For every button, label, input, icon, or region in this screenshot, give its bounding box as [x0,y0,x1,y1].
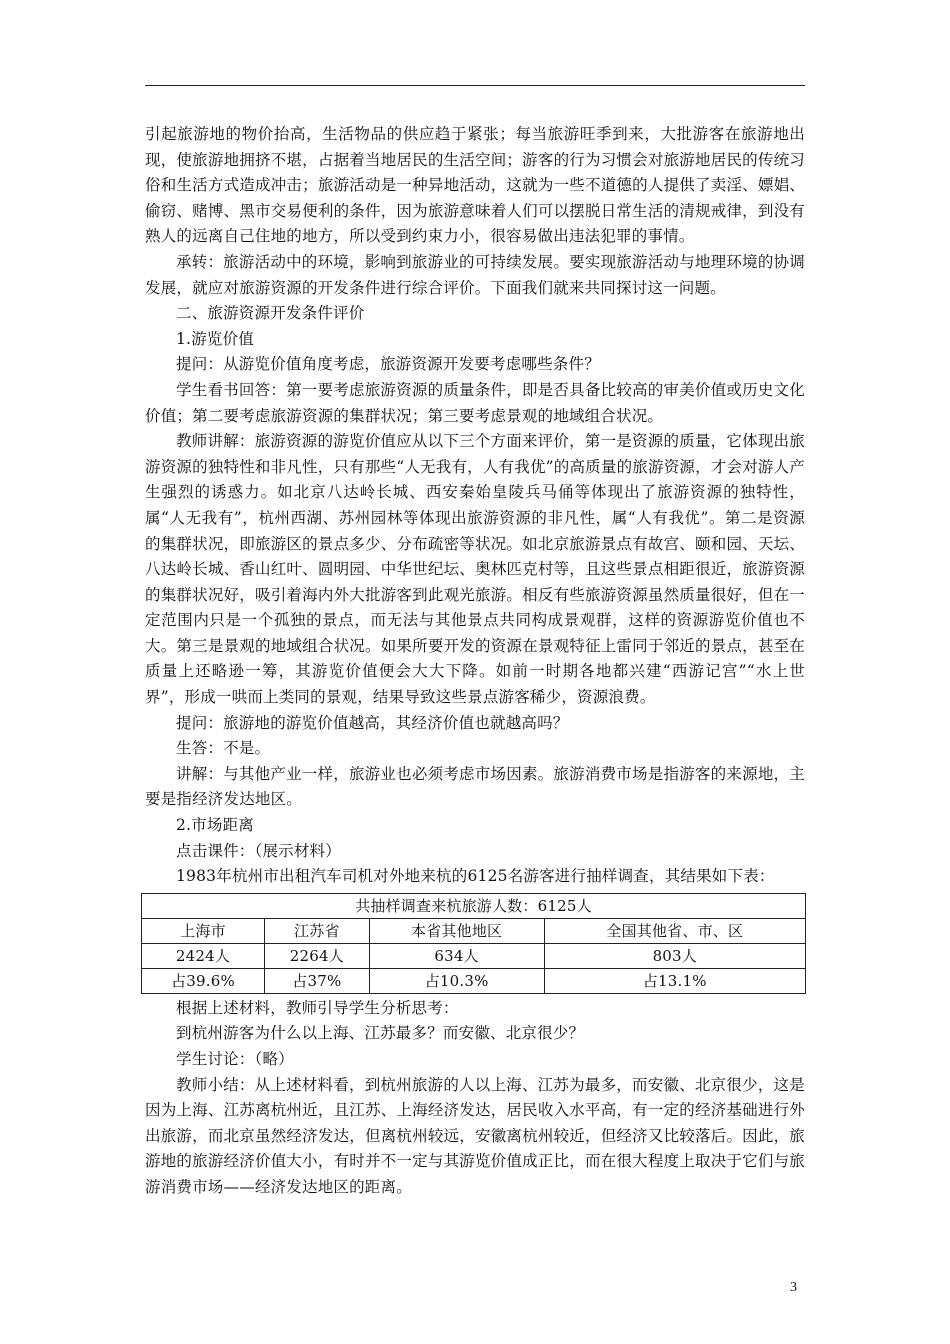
paragraph: 学生看书回答：第一要考虑旅游资源的质量条件，即是否具备比较高的审美价值或历史文化价值；第二要考虑旅游资源的集群状况；第三要考虑景观的地域组合状况。 [145,380,805,425]
table-cell: 占10.3% [369,968,544,993]
body-text-before-table [145,122,805,890]
table-cell: 2264人 [265,943,370,968]
table-title: 共抽样调查来杭旅游人数：6125人 [142,893,806,918]
table-title-row [142,893,806,918]
paragraph: 二、旅游资源开发条件评价 [176,304,365,323]
table-cell: 本省其他地区 [369,918,544,943]
table-row-count [142,943,806,968]
table-cell: 2424人 [142,943,265,968]
page-content [145,122,805,1201]
paragraph: 根据上述材料，教师引导学生分析思考： [176,998,459,1017]
paragraph: 引起旅游地的物价抬高，生活物品的供应趋于紧张；每当旅游旺季到来，大批游客在旅游地出现，使旅游地拥挤不堪，占据着当地居民的生活空间；游客的行为习惯会对旅游地居民的传统习俗和生活方式造成冲击；旅游活动是一种异地活动，这就为一些不道德的人提供了卖淫、嫖娼、偷窃、赌博、黑市交易便利的条件，因为旅游意味着人们可以摆脱日常生活的清规戒律，到没有熟人的远离自己住地的地方，所以受到约束力小，很容易做出违法犯罪的事情。 [145,125,805,246]
paragraph: 提问：旅游地的游览价值越高，其经济价值也就越高吗？ [176,713,569,732]
paragraph: 教师小结：从上述材料看，到杭州旅游的人以上海、江苏为最多，而安徽、北京很少，这是因为上海、江苏离杭州近，且江苏、上海经济发达，居民收入水平高，有一定的经济基础进行外出旅游，而北京虽然经济发达，但离杭州较远，安徽离杭州较近，但经济又比较落后。因此，旅游地的旅游经济价值大小，有时并不一定与其游览价值成正比，而在很大程度上取决于它们与旅游消费市场——经济发达地区的距离。 [145,1075,805,1196]
table-cell: 江苏省 [265,918,370,943]
paragraph: 学生讨论：（略） [176,1050,294,1068]
table-cell: 803人 [544,943,805,968]
paragraph: 承转：旅游活动中的环境，影响到旅游业的可持续发展。要实现旅游活动与地理环境的协调发展，就应对旅游资源的开发条件进行综合评价。下面我们就来共同探讨这一问题。 [145,252,805,297]
table-cell: 全国其他省、市、区 [544,918,805,943]
header-rule [145,85,805,86]
paragraph: 生答：不是。 [176,739,271,758]
table-row-share [142,968,806,993]
paragraph: 2.市场距离 [176,816,254,835]
table-cell: 占13.1% [544,968,805,993]
paragraph: 1983年杭州市出租汽车司机对外地来杭的6125名游客进行抽样调查，其结果如下表： [176,867,775,886]
page-number: 3 [790,1280,797,1295]
paragraph: 讲解：与其他产业一样，旅游业也必须考虑市场因素。旅游消费市场是指游客的来源地，主要是指经济发达地区。 [145,764,805,809]
paragraph: 1.游览价值 [176,329,254,348]
paragraph: 提问：从游览价值角度考虑，旅游资源开发要考虑哪些条件？ [176,355,600,374]
paragraph: 点击课件：（展示材料） [176,841,341,860]
paragraph: 教师讲解：旅游资源的游览价值应从以下三个方面来评价，第一是资源的质量，它体现出旅游资源的独特性和非凡性，只有那些“人无我有，人有我优”的高质量的旅游资源，才会对游人产生强烈的诱惑力。如北京八达岭长城、西安秦始皇陵兵马俑等体现出了旅游资源的独特性，属“人无我有”，杭州西湖、苏州园林等体现出旅游资源的非凡性，属“人有我优”。第二是资源的集群状况，即旅游区的景点多少、分布疏密等状况。如北京旅游景点有故宫、颐和园、天坛、八达岭长城、香山红叶、圆明园、中华世纪坛、奥林匹克村等，且这些景点相距很近，旅游资源的集群状况好，吸引着海内外大批游客到此观光旅游。相反有些旅游资源虽然质量很好，但在一定范围内只是一个孤独的景点，而无法与其他景点共同构成景观群，这样的资源游览价值也不大。第三是景观的地域组合状况。如果所要开发的资源在景观特征上雷同于邻近的景点，甚至在质量上还略逊一筹，其游览价值便会大大下降。如前一时期各地都兴建“西游记宫”“水上世界”，形成一哄而上类同的景观，结果导致这些景点游客稀少，资源浪费。 [145,432,805,707]
paragraph: 到杭州游客为什么以上海、江苏最多？而安徽、北京很少？ [176,1024,585,1043]
survey-table [141,893,806,994]
table-cell: 占37% [265,968,370,993]
body-text-after-table [145,996,805,1201]
table-row-region [142,918,806,943]
table-cell: 634人 [369,943,544,968]
table-cell: 上海市 [142,918,265,943]
table-cell: 占39.6% [142,968,265,993]
